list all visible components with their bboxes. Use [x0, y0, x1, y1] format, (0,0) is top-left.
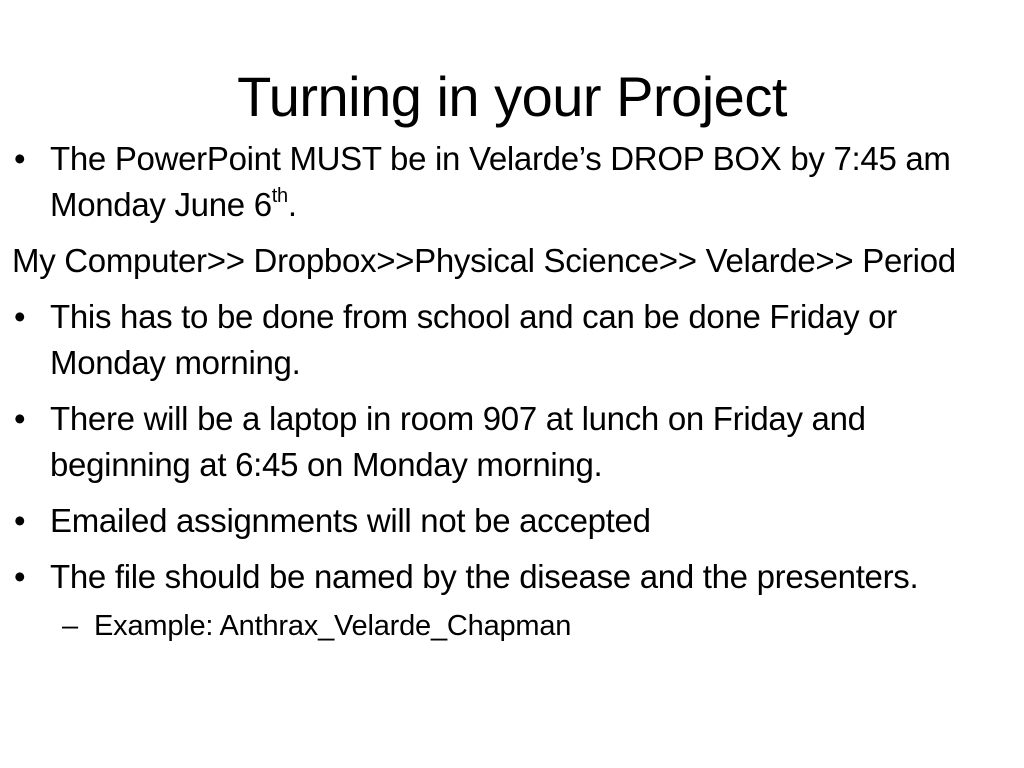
bullet-text: Emailed assignments will not be accepted [50, 502, 651, 539]
slide-body [12, 136, 1012, 648]
slide-title: Turning in your Project [237, 65, 787, 128]
bullet-text [50, 140, 951, 223]
bullet-icon: • [14, 502, 26, 539]
bullet-text-end: . [287, 186, 297, 223]
bullet-icon: • [14, 298, 26, 335]
bullet-item-no-email [12, 498, 1012, 544]
bullet-item-school-only [12, 294, 1012, 386]
bullet-item-dropbox-deadline [12, 136, 1012, 228]
bullet-icon: • [14, 558, 26, 595]
bullet-item-file-naming [12, 554, 1012, 600]
dropbox-path-text: My Computer>> Dropbox>>Physical Science>> Velarde>> Period [12, 242, 956, 279]
bullet-icon: • [14, 140, 26, 177]
bullet-text: This has to be done from school and can be done Friday or Monday morning. [50, 298, 897, 381]
ordinal-superscript: th [271, 185, 288, 207]
bullet-text: There will be a laptop in room 907 at lunch on Friday and beginning at 6:45 on Monday morning. [50, 400, 866, 483]
bullet-icon: • [14, 400, 26, 437]
bullet-item-laptop-room [12, 396, 1012, 488]
bullet-text: The file should be named by the disease and the presenters. [50, 558, 919, 595]
sub-bullet-text: Example: Anthrax_Velarde_Chapman [94, 610, 572, 642]
dash-icon: – [62, 610, 78, 642]
bullet-text-main: The PowerPoint MUST be in Velarde’s DROP BOX by 7:45 am Monday June 6 [50, 140, 951, 223]
sub-bullet-example [12, 604, 1012, 648]
